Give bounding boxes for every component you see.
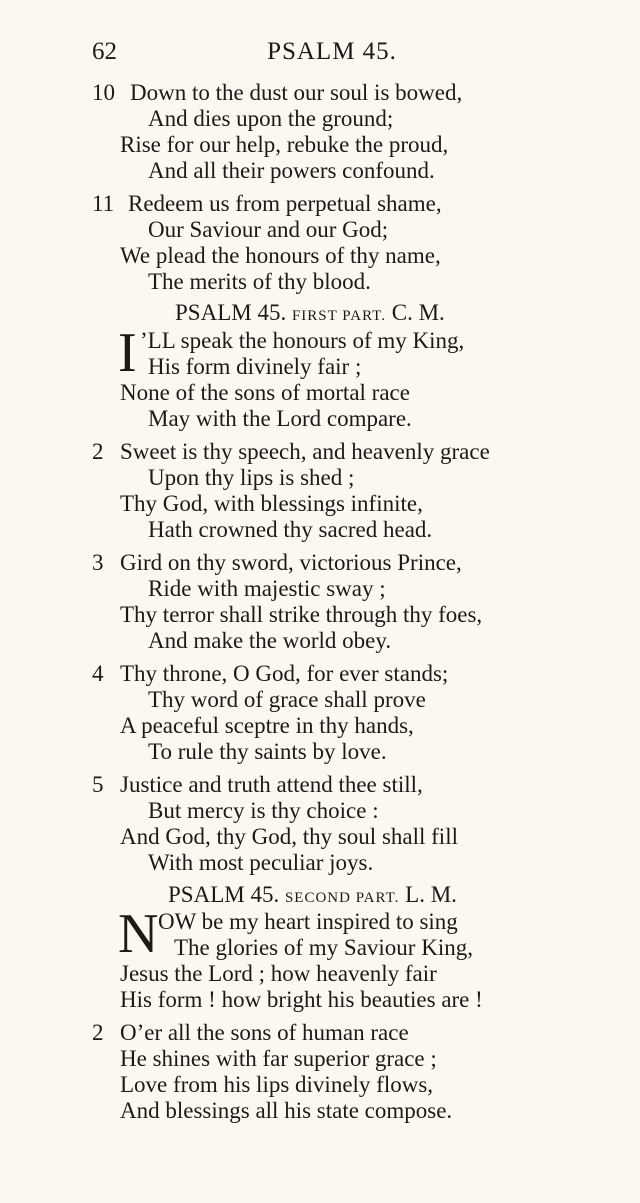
- verse-line: His form ! how bright his beauties are !: [120, 987, 483, 1012]
- verse-line: Our Saviour and our God;: [148, 217, 389, 242]
- verse-line: And God, thy God, thy soul shall fill: [120, 824, 458, 849]
- heading-part: SECOND PART.: [284, 890, 400, 906]
- section-heading: [175, 300, 445, 329]
- verse-line: And blessings all his state compose.: [120, 1098, 453, 1123]
- heading-meter: C. M.: [391, 300, 445, 325]
- stanza-number: 5: [92, 772, 104, 797]
- verse-line: Ride with majestic sway ;: [148, 576, 386, 601]
- drop-cap: N: [118, 903, 159, 965]
- verse-line: ’LL speak the honours of my King,: [140, 328, 465, 353]
- verse-line: Gird on thy sword, victorious Prince,: [120, 550, 462, 575]
- verse-line: Thy God, with blessings infinite,: [120, 491, 423, 516]
- stanza-number: 2: [92, 1020, 104, 1045]
- running-title: PSALM 45.: [267, 38, 397, 65]
- verse-line: Thy throne, O God, for ever stands;: [120, 661, 449, 686]
- verse-line: Justice and truth attend thee still,: [120, 772, 423, 797]
- verse-line: O’er all the sons of human race: [120, 1020, 409, 1045]
- verse-line: His form divinely fair ;: [148, 354, 362, 379]
- verse-line: Sweet is thy speech, and heavenly grace: [120, 439, 490, 464]
- section-heading: [168, 882, 457, 911]
- stanza-number: 2: [92, 439, 104, 464]
- verse-line: The merits of thy blood.: [148, 269, 371, 294]
- verse-line: Down to the dust our soul is bowed,: [130, 80, 463, 105]
- page-header: [92, 38, 572, 68]
- verse-line: Love from his lips divinely flows,: [120, 1072, 434, 1097]
- verse-line: May with the Lord compare.: [148, 406, 412, 431]
- verse-line: With most peculiar joys.: [148, 850, 374, 875]
- stanza-number: 4: [92, 661, 104, 686]
- verse-line: Hath crowned thy sacred head.: [148, 517, 433, 542]
- verse-line: Rise for our help, rebuke the proud,: [120, 132, 449, 157]
- stanza-number: 10: [92, 80, 115, 105]
- verse-line: And make the world obey.: [148, 628, 392, 653]
- page-number: 62: [92, 38, 117, 65]
- verse-line: Redeem us from perpetual shame,: [128, 191, 442, 216]
- verse-line: Jesus the Lord ; how heavenly fair: [120, 961, 437, 986]
- heading-part: FIRST PART.: [291, 308, 386, 324]
- verse-line: But mercy is thy choice :: [148, 798, 379, 823]
- verse-line: He shines with far superior grace ;: [120, 1046, 437, 1071]
- verse-line: Thy word of grace shall prove: [148, 687, 426, 712]
- verse-line: The glories of my Saviour King,: [174, 935, 473, 960]
- verse-line: Upon thy lips is shed ;: [148, 465, 355, 490]
- verse-line: We plead the honours of thy name,: [120, 243, 441, 268]
- stanza-number: 3: [92, 550, 104, 575]
- heading-title: PSALM 45.: [175, 300, 287, 325]
- stanza-number: 11: [92, 191, 115, 216]
- verse-line: A peaceful sceptre in thy hands,: [120, 713, 414, 738]
- verse-line: OW be my heart inspired to sing: [158, 909, 458, 934]
- verse-line: Thy terror shall strike through thy foes,: [120, 602, 483, 627]
- drop-cap: I: [118, 322, 137, 384]
- verse-line: None of the sons of mortal race: [120, 380, 410, 405]
- heading-meter: L. M.: [405, 882, 457, 907]
- verse-line: To rule thy saints by love.: [148, 739, 387, 764]
- verse-line: And all their powers confound.: [148, 158, 435, 183]
- verse-line: And dies upon the ground;: [148, 106, 394, 131]
- heading-title: PSALM 45.: [168, 882, 280, 907]
